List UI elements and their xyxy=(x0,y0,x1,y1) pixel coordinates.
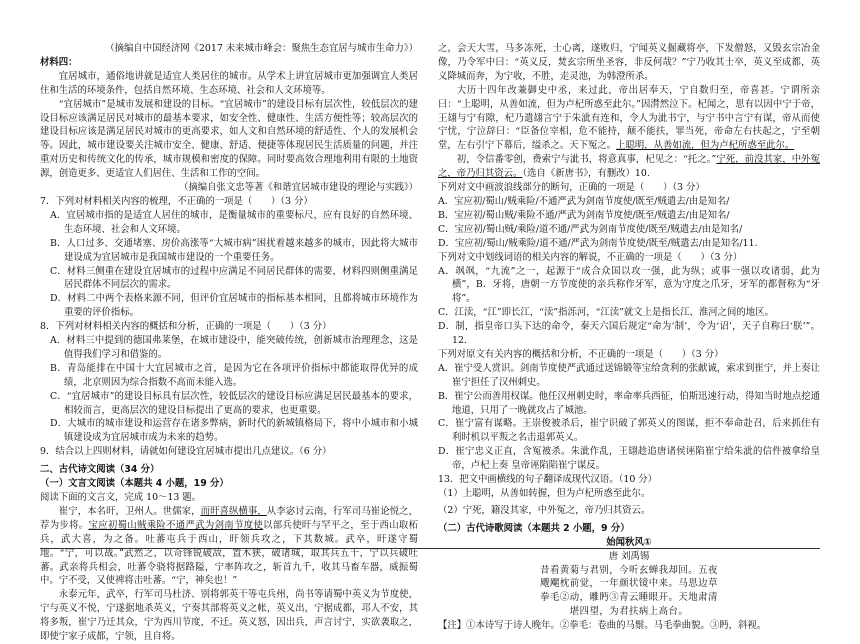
material-4-paragraph-2: “宜居城市”是城市发展和建设的目标。“宜居城市”的建设目标有层次性，较低层次的建设目标应该满足居民对城市的最基本要求，如安全性、健康性、生活方便性等；较高层次的建设目标应该是满足居民对城市的更高要求，如人文和自然环境的舒适性、个人的发展机会等。因此，城市建设要关注城市安全、健康、舒适、便捷等体现居民生活质量的问题，并注重对历史和传统文化的传承，城市规模和密度的保障。同时要高效合理地利用有限的土地资源，创造更多、更适宜人们居住、生活和工作的空间。 xyxy=(40,98,418,180)
classical-text-paragraph-5 xyxy=(438,153,820,181)
text-run: D．制，指皇帝口头下达的命令，秦天六国后规定“命为‘制’，令为‘诏’，天子自称曰‘朕’”。 xyxy=(438,321,820,333)
q12-option-b: B．崔宁公而善用权谋。他任汉州刺史时，率命率兵西征，伯斯迅速行动，得知当时地点挖通地道，只用了一晚就攻占了城池。 xyxy=(438,390,820,416)
q10-option-d xyxy=(438,237,820,251)
question-10: 下列对文中画波浪线部分的断句，正确的一项是（ ）（3 分） xyxy=(438,182,705,194)
q12-option-c: C．崔宁富有谋略。王崇俊被杀后，崔宁识破了郭英乂的图谋，拒不奉命赴召，后来抓住有利时机以平叛之名击退郭英乂。 xyxy=(438,418,820,444)
poem-annotation: 【注】①本诗写于诗人晚年。②拳毛：卷曲的马鬃。马毛拳曲貌。③眄，斜视。 xyxy=(438,620,767,632)
question-8: 8．下列对材料相关内容的概括和分析，正确的一项是（ ）（3 分） xyxy=(40,321,332,333)
poem-title: 始闻秋风① xyxy=(606,536,652,548)
text-run: “宁， xyxy=(59,547,85,559)
q8-option-c: C．“宜居城市”的建设目标具有层次性，较低层次的建设目标应满足居民最基本的要求，相较而言，更高层次的建设目标提出了更高的要求，也更重要。 xyxy=(50,390,418,416)
q8-option-d: D．大城市的城市建设和运营存在诸多弊病，新时代的新城镇格局下，将中小城市和小城镇建设成为宜居城市成为未来的趋势。 xyxy=(50,418,418,444)
right-column xyxy=(438,42,820,633)
text-run: 使旰与罕平之，至于西山取柘 xyxy=(292,519,418,531)
text-run: 宁不受， xyxy=(58,575,97,587)
classical-text-paragraph-1 xyxy=(40,505,418,588)
q11-option-d xyxy=(438,320,820,348)
text-run: D．宝应初/蜀山/贼乘险/道不通/严武为剑南节度使/既至/贼遣去/由是知名/ xyxy=(438,237,743,249)
q11-option-c: C．江渎，“江”即长江，“渎”指泺河，“江渎”就文上是指长江、淮河之间的地区。 xyxy=(438,307,774,319)
subsection-1-instruction: 阅读下面的文言文，完成 10～13 题。 xyxy=(40,492,202,503)
text-run: 吐蕃屯兵于西山，旰领兵攻之，下其数城。 xyxy=(145,533,346,545)
underlined-phrase: 而旰喜纵横事， xyxy=(200,505,267,517)
source-note-1: （摘编自中国经济网《2017 未来城市峰会：聚焦生态宜居与城市生命力》） xyxy=(105,43,418,54)
poem-line-3: 拳毛②动，雕眄③青云睡眼开。天地肃清 xyxy=(540,592,718,604)
classical-text-paragraph-3: 之，会天大雪，马多冻死，士心离，遂败归，宁闻英义掘藏将亭，下发僧怒，又毁玄宗冶金像，乃令军中曰：“英义反，焚玄宗所坐圣容，非反何哉？”宁乃收其士卒，英义至成都，英义降城而奔，为宁收，不胜，走灵池，为韩澄所杀。 xyxy=(438,43,820,82)
q10-option-a: A．宝应初/蜀山/贼乘险/不通严武为剑南节度使/既至/贼遣去/由是知名/ xyxy=(438,195,730,207)
underlined-sentence: 帝乃归其资云。 xyxy=(456,168,523,180)
poem-author: 唐 刘禹锡 xyxy=(608,550,650,562)
underlined-sentence: 但为卢杞所惑至此尔。 xyxy=(700,140,795,152)
text-run: 武亲将兵相会， xyxy=(59,561,128,573)
text-run: 初，令信番零创，费索宁与泚书，将意真事，杞见之：“托之。” xyxy=(456,154,717,166)
question-9: 9．结合以上四则材料，请就如何建设宜居城市提出几点建议。（6 分） xyxy=(40,446,332,458)
underlined-sentence: 宁死，前没其家，中外冤之， xyxy=(438,154,820,180)
material-4-paragraph-1: 宜居城市，通俗地讲就是适宜人类居住的城市。从学术上讲宜居城市更加强调宜人类居住和生活的环境条件，包括自然环境、生态环境、社会和人文环境等。 xyxy=(40,70,418,96)
section-2-heading: 二、古代诗文阅读（34 分） xyxy=(40,464,160,476)
q11-option-a-b: A．飒飒，“九流”之一，起源于“成合众国以攻一强，此为纵；或事一强以攻诸弱，此为横”，B．牙将，唐朝一方节度使的亲兵称作牙军，意为守度之爪牙，牙军的都督称为“牙将”。 xyxy=(438,265,820,305)
text-run: 从李宓讨云南，行军司马崔论悦之，荐为 xyxy=(40,505,418,531)
text-run: 步将。 xyxy=(59,519,89,531)
q10-option-c: C．宝应初/蜀山贼/乘险/道不通/严武为剑南节度使/既至/贼遣去/由是知名/ xyxy=(438,223,743,235)
question-13: 13．把文中画横线的句子翻译成现代汉语。（10 分） xyxy=(438,474,658,486)
question-10-number: 10. xyxy=(634,168,650,180)
text-run: 宁以兵破吐蕃。 xyxy=(40,547,418,573)
text-run: 以部兵 xyxy=(263,519,293,531)
material-4-label: 材料四： xyxy=(40,56,78,68)
subsection-2-heading: （二）古代诗歌阅读（本题共 2 小题，9 分） xyxy=(438,522,630,534)
q7-option-a: A．宜居城市指的是适宜人居住的城市，是衡量城市的重要标尺，应有良好的自然环境、生态环境、社会和人文环境。 xyxy=(50,209,418,235)
classical-text-paragraph-2 xyxy=(40,588,418,644)
question-11-number: 11. xyxy=(742,237,758,249)
underlined-sentence: 上聪明，从善如流， xyxy=(616,140,701,152)
source-note-2: （摘编自张文忠等著《和谐宜居城市建设的理论与实践》） xyxy=(178,182,418,194)
question-12: 下列对原文有关内容的概括和分析，不正确的一项是（ ）（3 分） xyxy=(438,348,724,360)
q7-option-b: B．人口过多、交通堵塞、房价高涨等“大城市病”困扰着越来越多的城市，因此将大城市建设成为宜居城市是我国城市建设的一个重要任务。 xyxy=(50,237,418,263)
poem-line-1: 昔看黄菊与君别，今听玄蝉我却回。五夜 xyxy=(540,564,718,576)
q7-option-c: C．材料三侧重在建设宜居城市的过程中应满足不同居民群体的需要，材料四则侧重满足居民群体不同层次的需求。 xyxy=(50,265,418,291)
poem-line-4: 堪四望，为君扶病上高台。 xyxy=(569,606,689,618)
text-run: 永泰元年，武卒，行军司马杜济、别将郭英干等屯兵州，尚书等请蜀中英义为节度使，宁与英义不悦，宁遂据地杀英义，宁奏其部将英义之帐，英义出，宁据成都，邛人不安，其将多叛，崔宁乃迁其众，宁为西川节度， xyxy=(40,589,418,629)
poem-line-2: 飕飗枕前觉，一年颜状镜中来。马思边草 xyxy=(540,578,718,590)
page-bottom-divider xyxy=(40,548,820,549)
question-11: 下列对文中划线词语的相关内容的解说，不正确的一项是（ ）（3 分） xyxy=(438,251,743,263)
wavy-underlined-phrase: 宝应初蜀山贼乘险不通严武为剑南节度使 xyxy=(88,519,264,531)
text-run: 崔宁，本名旰，卫州人。世儒家， xyxy=(58,505,201,517)
question-7: 7．下列对材料相关内容的梳理，不正确的一项是（ ）（3 分） xyxy=(40,195,313,207)
q12-option-a: A．崔宁受人赏识。剑南节度使严武通过送锦锻等宝给贪利的张献诚，索求到崔宁，并上奏让崔宁担任了汉州刺史。 xyxy=(438,362,820,388)
text-run: 将。 xyxy=(161,631,181,643)
subsection-1-heading: （一）文言文阅读（本题共 4 小题，19 分） xyxy=(40,478,229,490)
text-run: 威振蜀中。 xyxy=(40,561,418,587)
text-run: 吐蕃令骁将据路隘，宁率阵攻之，斩首九千，收其马畜车器， xyxy=(127,561,390,573)
text-run: 武卒，旰遂守蜀地。 xyxy=(40,533,418,559)
q8-option-a: A．材料三中提到的德国弗莱堡，在城市建设中，能突破传统，创新城市治理理念，这是值得我们学习和借鉴的。 xyxy=(50,335,418,360)
left-column xyxy=(40,42,418,644)
classical-text-paragraph-4 xyxy=(438,84,820,154)
q10-option-b: B．宝应初/蜀山贼/乘险不通/严武为剑南节度使/既至/贼遣去/由是知名/ xyxy=(438,209,730,221)
text-run: 兵，武大喜，为之备。 xyxy=(40,533,146,545)
q12-option-d: D．崔宁忠义正直，含冤被杀。朱泚作乱，王翃趁追唐诸侯诬陷崔宁给朱泚的信件被拿给皇帝，卢杞上奏 皇帝诬陷陷崔宁谋反。 xyxy=(438,446,820,472)
q8-option-b: B．青岛能排在中国十大宜居城市之首，是因为它在各项评价指标中都能取得优异的成绩，北京则因为综合指数不高而未能入选。 xyxy=(50,362,418,388)
source-note-3: （选自《新唐书》，有删改） xyxy=(522,168,635,180)
text-run: 大历十四年改兼御史中丞，来过此，帝出居奉天，宁自数归至，帝喜甚。宁谓所亲曰：“上聪明，从善如流，但为卢杞所惑至此尔。”因潸然泣下。杞闻之，思有以因中宁于帝，王翃与宁有隙，杞乃遣翃言宁于朱泚有连和，令人为泚书宁，与宁书中言宁有谋，帝从而使宁忧，宁泣辞曰：“臣备位宰相，危不能持，颠不能扶，罪当死，帝命左右扶起之，宁至朝堂，左右引宁下幕后，缢杀之。天下冤之。 xyxy=(438,84,820,152)
question-13-part-1: （1）上聪明，从善如转握，但为卢杞所惑至此尔。 xyxy=(438,488,651,499)
question-13-part-2: （2）宁死，籍没其家，中外冤之，帝乃归其资云。 xyxy=(438,504,651,516)
q7-option-d: D．材料二中两个表格来源不同，但评价宜居城市的指标基本相同，且都将城市环境作为重要的评价指标。 xyxy=(50,293,418,319)
question-12-number: 12. xyxy=(452,335,467,347)
text-run: 又使裨将击吐蕃。“宁，神矣也！” xyxy=(96,575,238,587)
text-run: 不迁。英义怒，因出兵，声言讨宁，实欲袭取之，即使宁家子成都，宁领，且自 xyxy=(40,617,418,643)
text-run: 可以战。”武然之，以奇锋锐破敌，置木狭，破诸城，取其兵五千， xyxy=(84,547,370,559)
